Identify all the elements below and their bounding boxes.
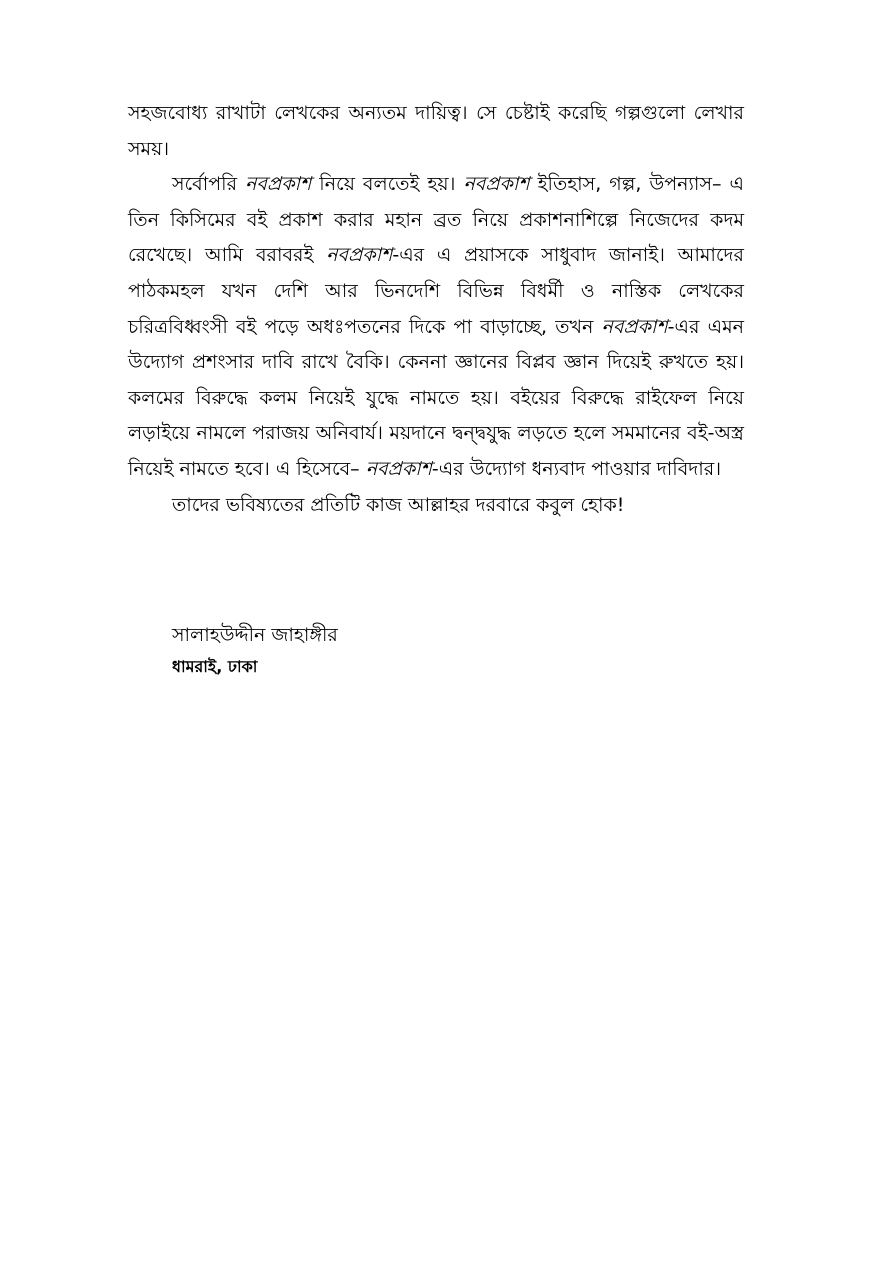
paragraph-2-text-6: -এর উদ্যোগ ধন্যবাদ পাওয়ার দাবিদার। bbox=[431, 457, 722, 480]
paragraph-2 bbox=[128, 167, 744, 487]
paragraph-2-text-4: -এর এ প্রয়াসকে সাধুবাদ জানাই। আমাদের পাঠকমহল যখন দেশি আর ভিনদেশি বিভিন্ন বিধর্মী ও নাস্তিক লেখকের চরিত্রবিধ্বংসী বই পড়ে অধঃপতনের দিকে পা বাড়াচ্ছে, তখন bbox=[128, 244, 744, 338]
paragraph-2-text-3: ইতিহাস, গল্প, উপন্যাস– এ তিন কিসিমের বই প্রকাশ করার মহান ব্রত নিয়ে প্রকাশনাশিল্পে নিজেদের কদম রেখেছে। আমি বরাবরই bbox=[128, 173, 744, 267]
publisher-name: নবপ্রকাশ bbox=[326, 244, 393, 267]
publisher-name: নবপ্রকাশ bbox=[463, 173, 530, 196]
publisher-name: নবপ্রকাশ bbox=[601, 315, 668, 338]
paragraph-2-text-2: নিয়ে বলতেই হয়। bbox=[311, 173, 464, 196]
body-text bbox=[128, 96, 744, 523]
author-name: সালাহউদ্দীন জাহাঙ্গীর bbox=[172, 624, 338, 646]
paragraph-2-text-5: -এর এমন উদ্যোগ প্রশংসার দাবি রাখে বৈকি। কেননা জ্ঞানের বিপ্লব জ্ঞান দিয়েই রুখতে হয়। কলমের বিরুদ্ধে কলম নিয়েই যুদ্ধে নামতে হয়। বইয়ের বিরুদ্ধে রাইফেল নিয়ে লড়াইয়ে নামলে পরাজয় অনিবার্য। ময়দানে দ্বন্দ্বযুদ্ধ লড়তে হলে সমমানের বই-অস্ত্র নিয়েই নামতে হবে। এ হিসেবে– bbox=[128, 315, 744, 480]
paragraph-1: সহজবোধ্য রাখাটা লেখকের অন্যতম দায়িত্ব। সে চেষ্টাই করেছি গল্পগুলো লেখার সময়। bbox=[128, 102, 744, 160]
publisher-name: নবপ্রকাশ bbox=[245, 173, 312, 196]
paragraph-3: তাদের ভবিষ্যতের প্রতিটি কাজ আল্লাহর দরবারে কবুল হোক! bbox=[172, 493, 625, 516]
signature-block bbox=[172, 620, 338, 682]
paragraph-2-text-1: সর্বোপরি bbox=[172, 173, 246, 196]
author-place: ধামরাই, ঢাকা bbox=[172, 657, 258, 676]
publisher-name: নবপ্রকাশ bbox=[365, 457, 432, 480]
